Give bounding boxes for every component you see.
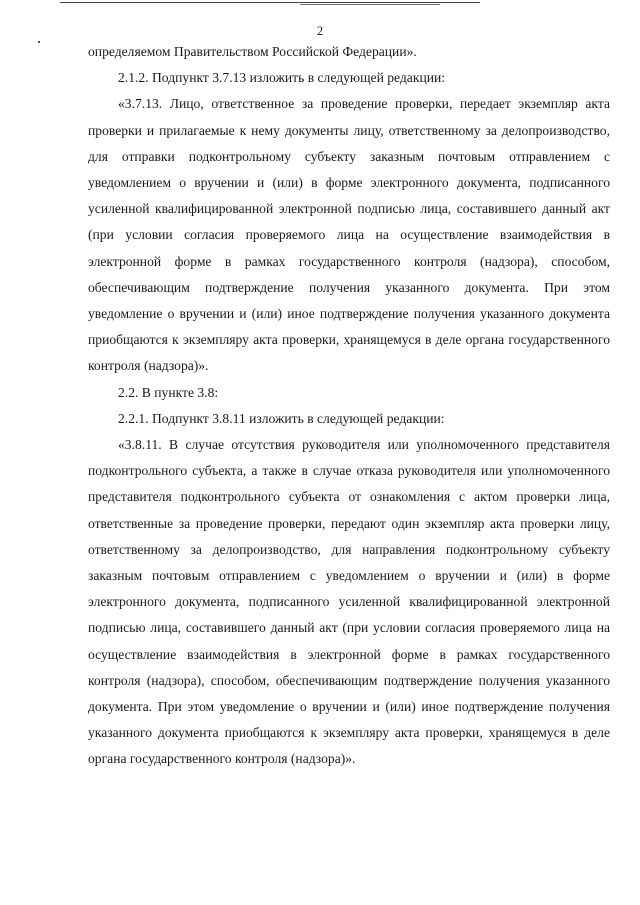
paragraph-subclause-3-8-11: «3.8.11. В случае отсутствия руководителя или уполномоченного представителя подконтрольного субъекта, а также в случае отказа руководителя или уполномоченного представителя подконтрольного субъекта от ознакомления с актом проверки лица, ответственные за проведение проверки, передают один экземпляр акта проверки лицу, ответственному за делопроизводство, для направления подконтрольному субъекту заказным почтовым отправлением с уведомлением о вручении и (или) в форме электронного документа, подписанного усиленной квалифицированной электронной подписью лица, составившего данный акт (при условии согласия проверяемого лица на осуществление взаимодействия в электронной форме в рамках государственного контроля (надзора), способом, обеспечивающим подтверждение получения указанного документа. При этом уведомление о вручении и (или) иное подтверждение получения указанного документа приобщаются к экземпляру акта проверки, хранящемуся в деле органа государственного контроля (надзора)». bbox=[88, 437, 610, 767]
document-body bbox=[88, 39, 610, 773]
paragraph-clause-2-2: 2.2. В пункте 3.8: bbox=[118, 384, 219, 400]
paragraph-continuation: определяемом Правительством Российской Федерации». bbox=[88, 44, 417, 59]
paragraph-subclause-3-7-13: «3.7.13. Лицо, ответственное за проведение проверки, передает экземпляр акта проверки и прилагаемые к нему документы лицу, ответственному за делопроизводство, для отправки подконтрольному субъекту заказным почтовым отправлением с уведомлением о вручении и (или) в форме электронного документа, подписанного усиленной квалифицированной электронной подписью лица, составившего данный акт (при условии согласия проверяемого лица на осуществление взаимодействия в электронной форме в рамках государственного контроля (надзора), способом, обеспечивающим подтверждение получения указанного документа. При этом уведомление о вручении и (или) иное подтверждение получения указанного документа приобщаются к экземпляру акта проверки, хранящемуся в деле органа государственного контроля (надзора)». bbox=[88, 96, 610, 374]
page-number: 2 bbox=[316, 24, 324, 38]
scan-edge-line-secondary bbox=[300, 4, 440, 5]
paragraph-amendment-2-1-2: 2.1.2. Подпункт 3.7.13 изложить в следующей редакции: bbox=[118, 70, 446, 86]
scan-speck bbox=[38, 41, 40, 43]
scan-edge-line bbox=[60, 2, 480, 3]
paragraph-amendment-2-2-1: 2.2.1. Подпункт 3.8.11 изложить в следующей редакции: bbox=[118, 410, 445, 426]
